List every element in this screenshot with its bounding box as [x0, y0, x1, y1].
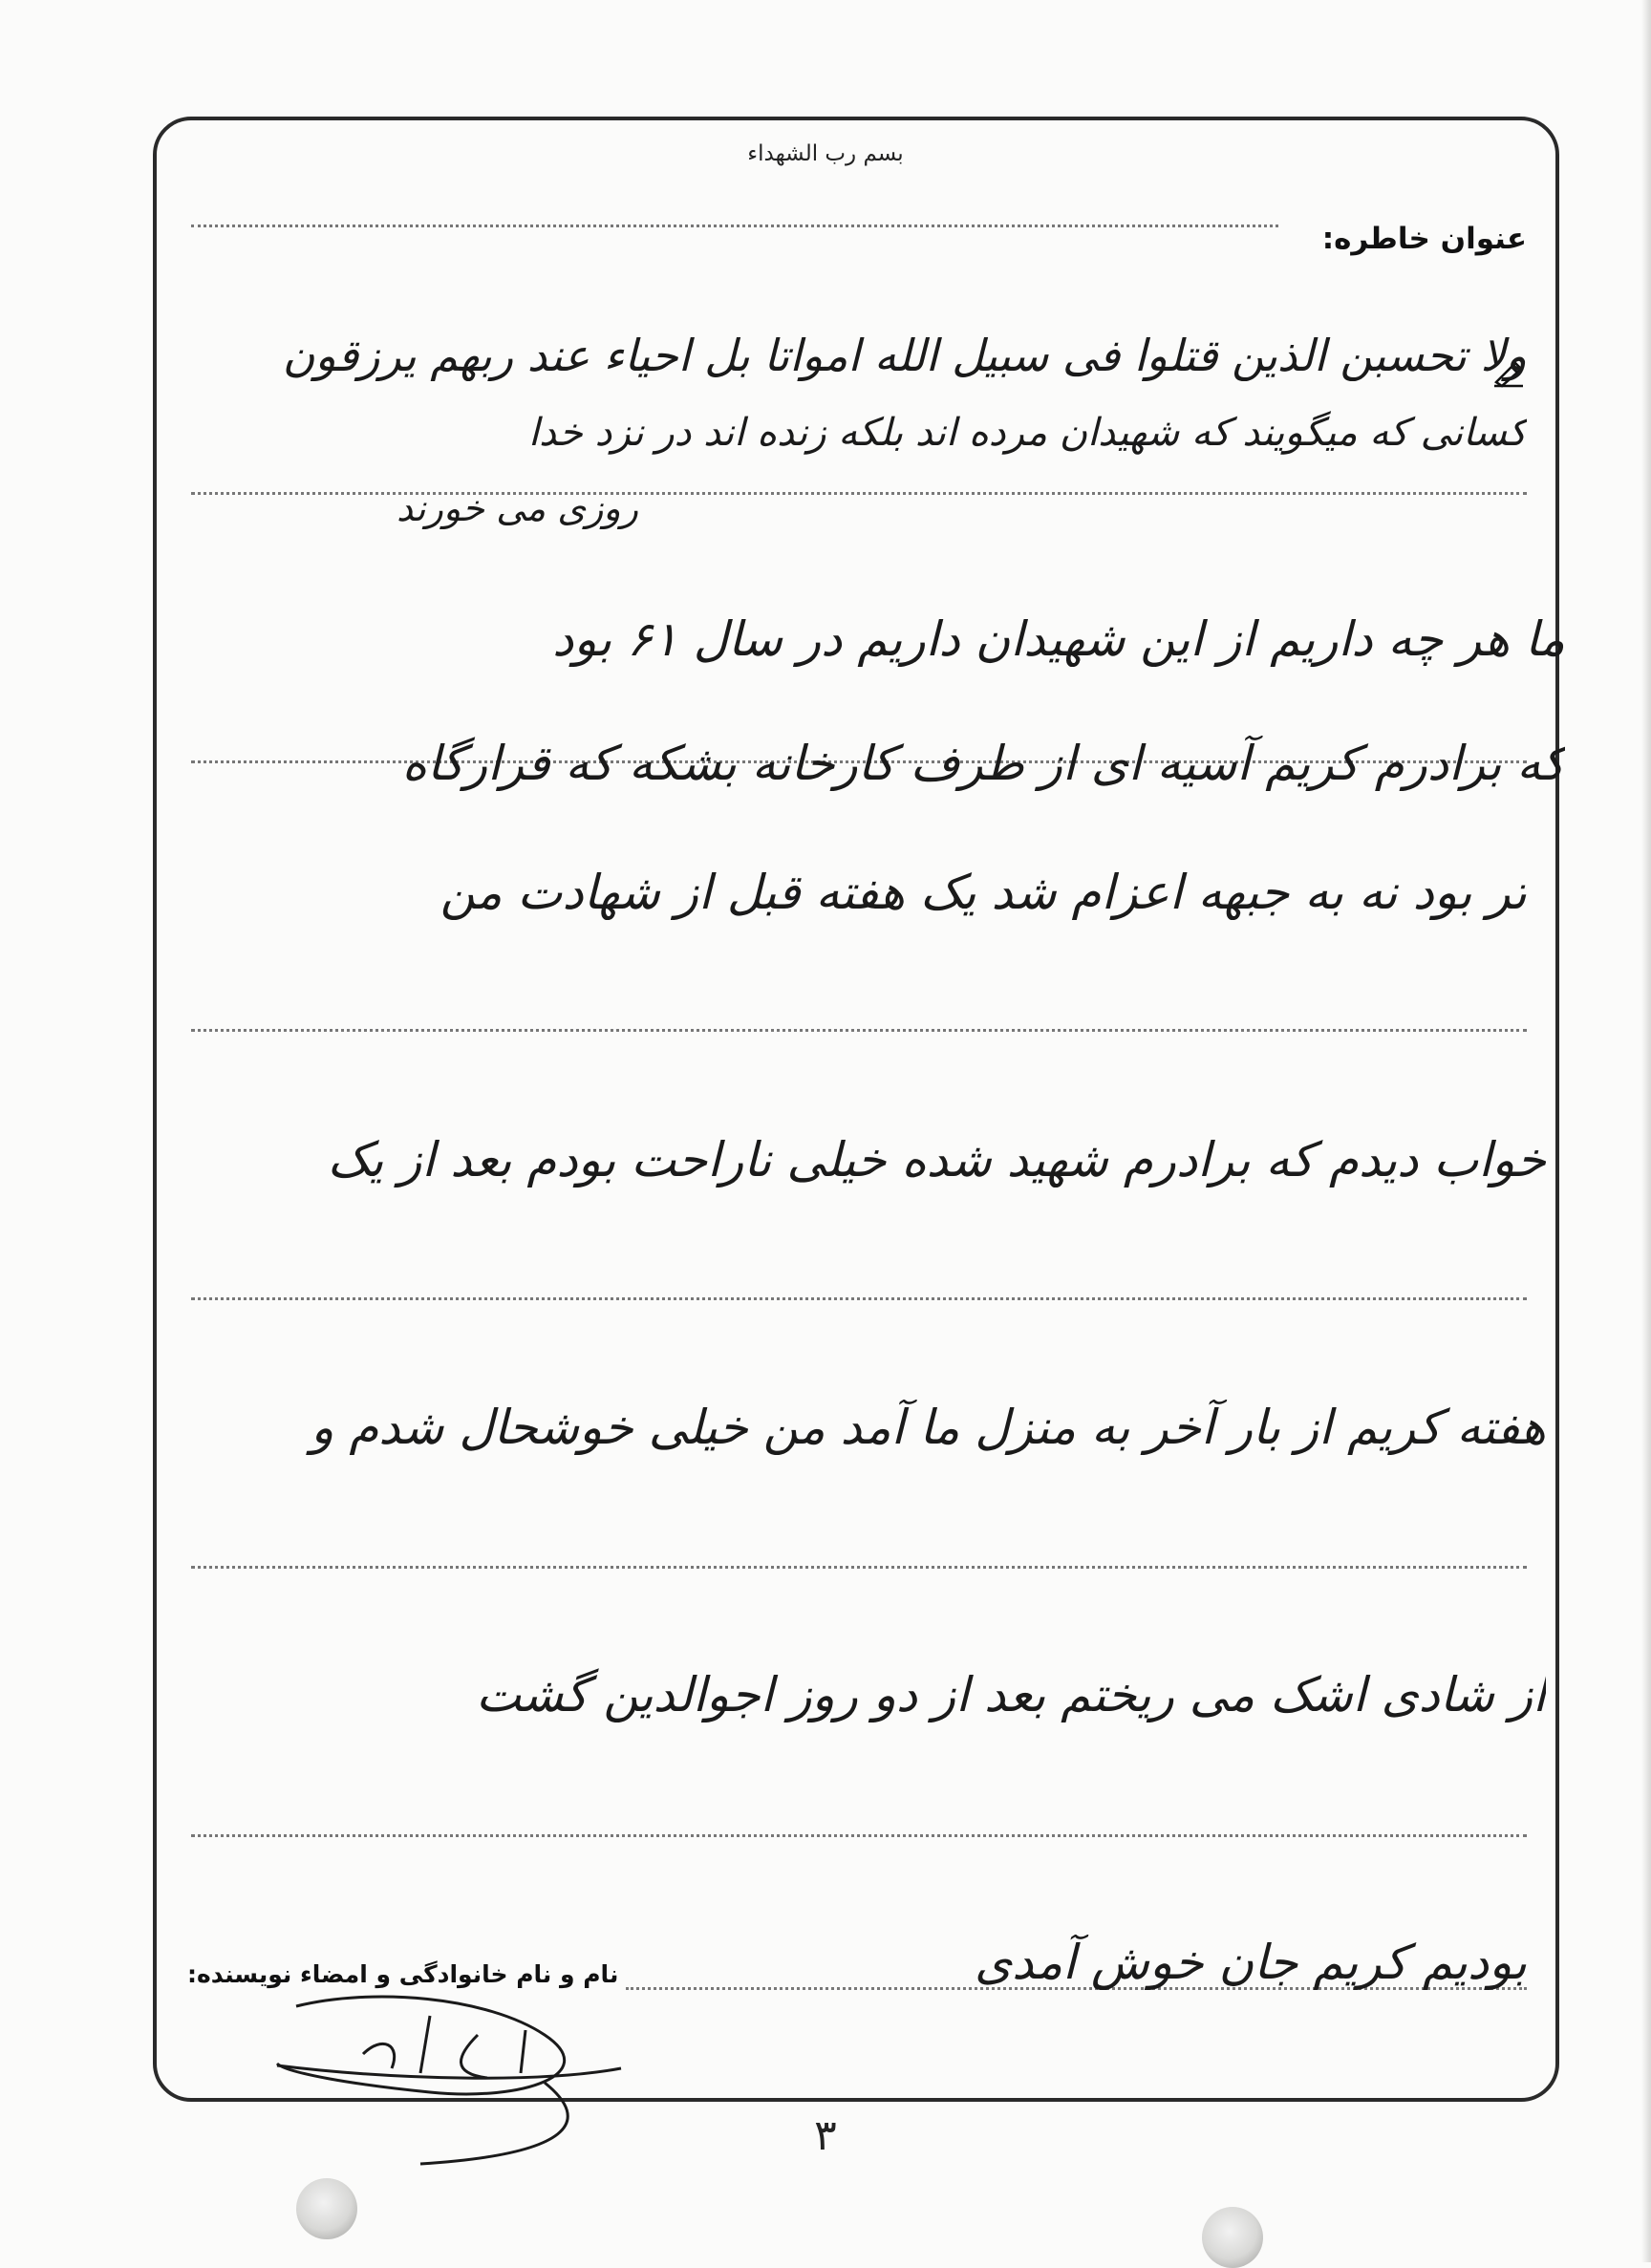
author-signature-label: نام و نام خانوادگی و امضاء نویسنده:: [187, 1960, 619, 1988]
ruled-line: [191, 1566, 1527, 1569]
handwritten-line: هفته کریم از بار آخر به منزل ما آمد من خیلی خوشحال شدم و: [311, 1400, 1546, 1455]
handwritten-line: ما هر چه داریم از این شهیدان داریم در سال ۶۱ بود: [552, 611, 1565, 667]
handwritten-line: از شادی اشک می ریختم بعد از دو روز اجوالدین گشت: [476, 1667, 1546, 1722]
page-edge-shadow: [1641, 0, 1651, 2262]
ruled-line: [191, 225, 1278, 227]
handwritten-line: بودیم کریم جان خوش آمدی: [974, 1935, 1527, 1990]
ruled-line: [191, 1297, 1527, 1300]
handwritten-line: خواب دیدم که برادرم شهید شده خیلی ناراحت بودم بعد از یک: [327, 1132, 1546, 1187]
handwritten-line: تر بود نه به جبهه اعزام شد یک هفته قبل از شهادت من: [440, 865, 1527, 920]
ruled-line: [191, 1029, 1527, 1032]
page-number: ۳: [814, 2111, 837, 2160]
page-header: بسم رب الشهداء: [747, 141, 904, 166]
punch-hole: [296, 2178, 357, 2239]
memory-title-label: عنوان خاطره:: [1321, 222, 1527, 256]
ruled-line: [191, 1834, 1527, 1837]
handwritten-line: کسانی که میگویند که شهیدان مرده اند بلکه زنده اند در نزد خدا: [528, 411, 1527, 455]
punch-hole: [1202, 2207, 1263, 2268]
handwritten-line: روزی می خورند: [397, 487, 638, 529]
handwritten-line: ولا تحسبن الذین قتلوا فی سبیل الله امواتا بل احیاء عند ربهم یرزقون: [282, 330, 1527, 381]
handwritten-line: که برادرم کریم آسیه ای از طرف کارخانه بشکه که قرارگاه: [401, 736, 1565, 791]
